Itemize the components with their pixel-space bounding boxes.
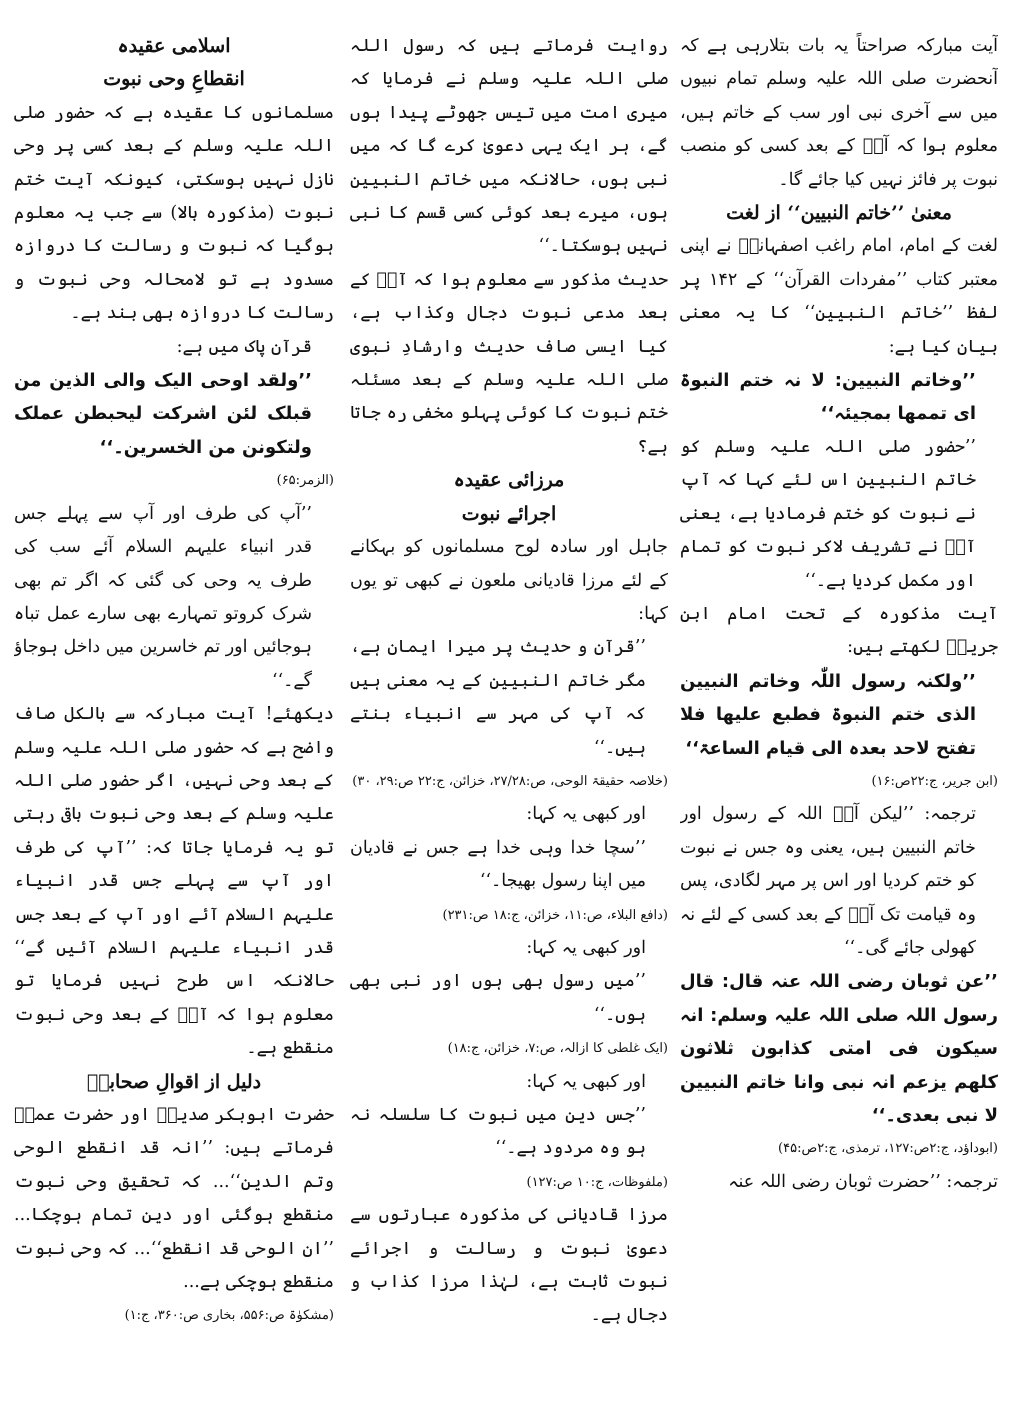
paragraph: حضرت ابوبکر صدیقؓ اور حضرت عمرؓ فرماتے ہیں: ’’انہ قد انقطع الوحی وتم الدین‘‘... کہ تحقیق وحی نبوت منقطع ہوگئی اور دین تمام ہوچکا... ’’ان الوحی قد انقطع‘‘... کہ وحی نبوت منقطع ہوچکی ہے... (14, 1105, 334, 1293)
citation: (ایک غلطی کا ازالہ، ص:۷، خزائن، ج:۱۸) (447, 1041, 668, 1057)
section-heading: معنیٰ ’’خاتم النبیین‘‘ از لغت (726, 202, 952, 225)
quote: ’’جس دین میں نبوت کا سلسلہ نہ ہو وہ مردود ہے۔‘‘ (350, 1105, 646, 1159)
paragraph: ’’حضور صلی اللہ علیہ وسلم کو خاتم النبیین اس لئے کہا کہ آپ نے نبوت کو ختم فرمادیا ہے، یعنی آپؐ نے تشریف لاکر نبوت کو تمام اور مکمل کردیا ہے۔‘‘ (680, 436, 976, 591)
arabic-quote: ’’وخاتم النبیین: لا نہ ختم النبوۃ ای تممھا بمجیئہ‘‘ (680, 370, 976, 425)
section-heading: اسلامی عقیدہ (117, 35, 231, 57)
paragraph: اور کبھی یہ کہا: (526, 804, 646, 825)
paragraph: ترجمہ: ’’حضرت ثوبان رضی اللہ عنہ (728, 1171, 998, 1192)
paragraph: اور کبھی یہ کہا: (526, 937, 646, 958)
quote: ’’میں رسول بھی ہوں اور نبی بھی ہوں۔‘‘ (350, 971, 646, 1025)
paragraph: اور کبھی یہ کہا: (526, 1071, 646, 1092)
citation: (خلاصہ حقیقۃ الوحی، ص:۲۷/۲۸، خزائن، ج:۲۲ ص:۲۹، ۳۰) (352, 773, 668, 789)
citation: (مشکوٰۃ ص:۵۵۶، بخاری ص:۳۶۰، ج:۱) (124, 1308, 334, 1324)
paragraph: لغت کے امام، امام راغب اصفہانیؒ نے اپنی معتبر کتاب ’’مفردات القرآن‘‘ کے ۱۴۲ پر لفظ ’’خاتم النبیین‘‘ کا یہ معنی بیان کیا ہے: (680, 236, 998, 357)
arabic-quote: ’’عن ثوبان رضی اللہ عنہ قال: قال رسول اللہ صلی اللہ علیہ وسلم: انہ سیکون فی امتی کذابون ثلاثون کلھم یزعم انہ نبی وانا خاتم النبیین لا نبی بعدی۔‘‘ (680, 971, 998, 1126)
section-heading: مرزائی عقیدہ (453, 469, 565, 492)
left-column (14, 30, 334, 1420)
right-column (680, 30, 998, 1420)
paragraph: دیکھئے! آیت مبارکہ سے بالکل صاف واضح ہے کہ حضور صلی اللہ علیہ وسلم کے بعد وحی نہیں، اگر حضور صلی اللہ علیہ وسلم کے بعد وحی نبوت باقی رہتی تو یہ فرمایا جاتا کہ: ’’آپ کی طرف اور آپ سے پہلے جس قدر انبیاء علیہم السلام آئے اور آپ کے بعد جس قدر انبیاء علیہم السلام آئیں گے‘‘ حالانکہ اس طرح نہیں فرمایا تو معلوم ہوا کہ آپؐ کے بعد وحی نبوت منقطع ہے۔ (14, 704, 334, 1059)
paragraph: حدیث مذکور سے معلوم ہوا کہ آپؐ کے بعد مدعی نبوت دجال وکذاب ہے، کیا ایسی صاف حدیث وارشادِ نبوی صلی اللہ علیہ وسلم کے بعد مسئلہ ختم نبوت کا کوئی پہلو مخفی رہ جاتا ہے؟ (350, 269, 668, 457)
section-heading: دلیل از اقوالِ صحابہؓ (86, 1070, 262, 1093)
section-subheading: اجرائے نبوت (461, 502, 557, 525)
middle-column (350, 30, 668, 1420)
paragraph: مسلمانوں کا عقیدہ ہے کہ حضور صلی اللہ علیہ وسلم کے بعد کسی پر وحی نازل نہیں ہوسکتی، کیونکہ آیت ختم نبوت (مذکورہ بالا) سے جب یہ معلوم ہوگیا کہ نبوت و رسالت کا دروازہ مسدود ہے تو لامحالہ وحی نبوت و رسالت کا دروازہ بھی بند ہے۔ (14, 102, 334, 324)
quote: ’’سچا خدا وہی خدا ہے جس نے قادیان میں اپنا رسول بھیجا۔‘‘ (350, 837, 646, 892)
citation: (ابوداؤد، ج:۲ص:۱۲۷، ترمذی، ج:۲ص:۴۵) (778, 1141, 998, 1157)
citation: (ملفوظات، ج:۱۰ ص:۱۲۷) (526, 1174, 668, 1190)
citation: (الزمر:۶۵) (276, 473, 334, 489)
section-subheading: انقطاعِ وحی نبوت (103, 68, 245, 91)
paragraph: ’’آپ کی طرف اور آپ سے پہلے جس قدر انبیاء علیہم السلام آئے سب کی طرف یہ وحی کی گئی کہ اگر تم بھی شرک کروتو تمہارے بھی سارے عمل تباہ ہوجائیں اور تم خاسرین میں داخل ہوجاؤ گے۔‘‘ (14, 503, 312, 691)
citation: (دافع البلاء، ص:۱۱، خزائن، ج:۱۸ ص:۲۳۱) (442, 907, 668, 923)
arabic-quote: ’’ولقد اوحی الیک والی الذین من قبلک لئن اشرکت لیحبطن عملک ولتکونن من الخسرین۔‘‘ (14, 370, 312, 458)
paragraph: روایت فرماتے ہیں کہ رسول اللہ صلی اللہ علیہ وسلم نے فرمایا کہ میری امت میں تیس جھوٹے پیدا ہوں گے، ہر ایک یہی دعویٰ کرے گا کہ میں نبی ہوں، حالانکہ میں خاتم النبیین ہوں، میرے بعد کوئی کسی قسم کا نبی نہیں ہوسکتا۔‘‘ (350, 36, 668, 257)
paragraph: مرزا قادیانی کی مذکورہ عبارتوں سے دعویٰ نبوت و رسالت و اجرائے نبوت ثابت ہے، لہٰذا مرزا کذاب و دجال ہے۔ (350, 1205, 668, 1326)
paragraph: قرآن پاک میں ہے: (176, 336, 312, 357)
paragraph: جاہل اور سادہ لوح مسلمانوں کو بہکانے کے لئے مرزا قادیانی ملعون نے کبھی تو یوں کہا: (350, 537, 668, 624)
paragraph: آیت مذکورہ کے تحت امام ابن جریرؒ لکھتے ہیں: (680, 603, 998, 658)
citation: (ابن جریر، ج:۲۲ص:۱۶) (871, 773, 998, 789)
arabic-quote: ’’ولکنہ رسول اللّٰہ وخاتم النبیین الذی ختم النبوۃ فطبع علیھا فلا تفتح لاحد بعدہ الی قیام الساعۃ‘‘ (680, 670, 976, 759)
quote: ’’قرآن و حدیث پر میرا ایمان ہے، مگر خاتم النبیین کے یہ معنی ہیں کہ آپ کی مہر سے انبیاء بنتے ہیں۔‘‘ (350, 637, 646, 758)
paragraph: آیت مبارکہ صراحتاً یہ بات بتلارہی ہے کہ آنحضرت صلی اللہ علیہ وسلم تمام نبیوں میں سے آخری نبی اور سب کے خاتم ہیں، معلوم ہوا کہ آپؐ کے بعد کسی کو منصب نبوت پر فائز نہیں کیا جائے گا۔ (680, 36, 998, 190)
paragraph: ترجمہ: ’’لیکن آپؐ اللہ کے رسول اور خاتم النبیین ہیں، یعنی وہ جس نے نبوت کو ختم کردیا اور اس پر مہر لگادی، پس وہ قیامت تک آپؐ کے بعد کسی کے لئے نہ کھولی جائے گی۔‘‘ (680, 804, 976, 958)
